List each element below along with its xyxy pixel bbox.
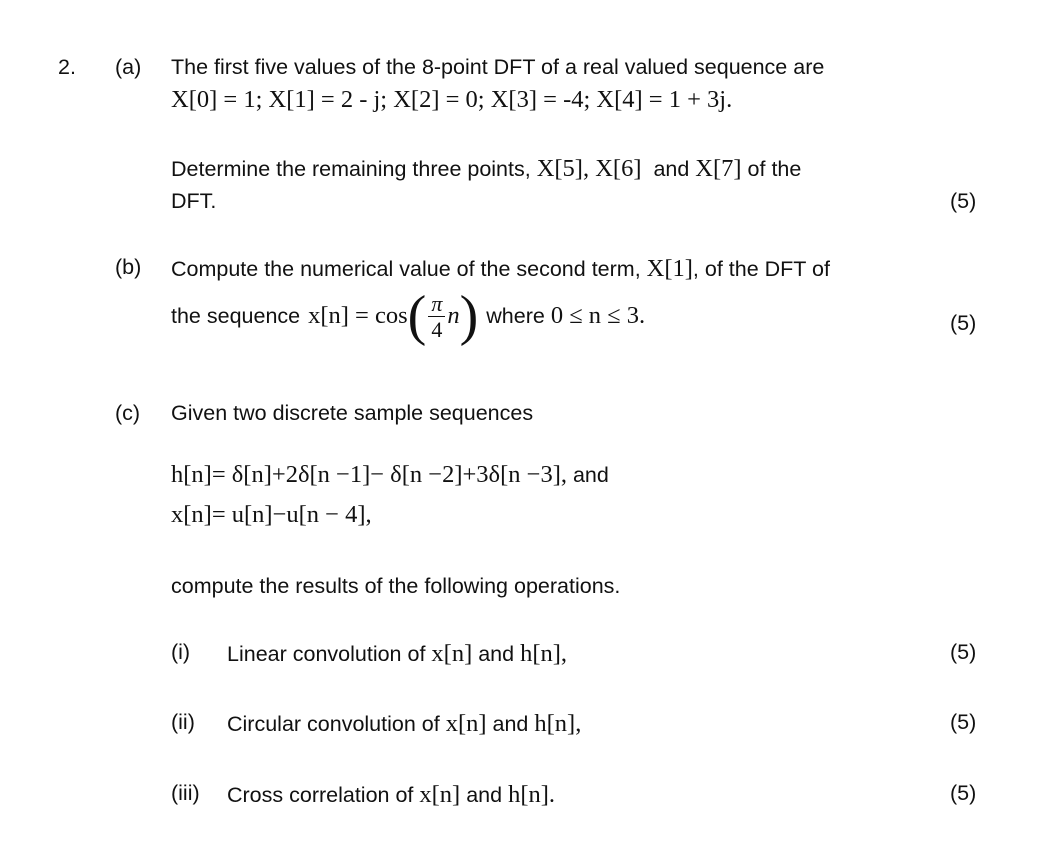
h-definition-and: and: [572, 463, 609, 487]
part-a-and: and: [653, 157, 690, 181]
x-definition: x[n]= u[n]−u[n − 4],: [171, 501, 372, 528]
part-a-task-prefix: Determine the remaining three points,: [171, 157, 531, 181]
part-b-label: (b): [115, 255, 142, 279]
h-definition: h[n]= δ[n]+2δ[n −1]− δ[n −2]+3δ[n −3],: [171, 461, 567, 488]
item-iii-label: (iii): [171, 781, 200, 805]
item-i-and: and: [478, 642, 515, 666]
part-c-label: (c): [115, 401, 141, 425]
part-c-h-line: [171, 463, 609, 488]
item-i-x: x[n]: [431, 640, 473, 667]
item-iii-h: h[n].: [508, 781, 556, 808]
item-ii-and: and: [492, 712, 529, 736]
item-ii-desc: Circular convolution of: [227, 712, 440, 736]
part-a-point-7: X[7]: [695, 155, 742, 182]
part-a-label: (a): [115, 55, 142, 79]
item-iii-marks: (5): [950, 781, 977, 805]
part-b-line2-prefix: the sequence: [171, 303, 301, 328]
item-i-marks: (5): [950, 640, 977, 664]
item-iii-and: and: [466, 783, 503, 807]
question-number: 2.: [58, 55, 76, 79]
item-i-text: [227, 642, 567, 667]
part-b-where: where: [486, 303, 545, 328]
part-a-task-line2: DFT.: [171, 189, 217, 213]
item-i-h: h[n],: [520, 640, 568, 667]
item-iii-x: x[n]: [419, 781, 461, 808]
item-iii-desc: Cross correlation of: [227, 783, 414, 807]
fraction-denominator: 4: [431, 317, 443, 343]
part-a-task-line1: [171, 157, 801, 182]
item-ii-marks: (5): [950, 710, 977, 734]
pi-over-4-fraction: [428, 292, 445, 341]
part-a-points: X[5], X[6]: [536, 155, 642, 182]
item-iii-text: [227, 783, 555, 808]
part-b-term: X[1]: [646, 255, 693, 282]
item-i-label: (i): [171, 640, 191, 664]
item-i-desc: Linear convolution of: [227, 642, 426, 666]
part-b-line2: [171, 285, 646, 348]
part-c-intro: Given two discrete sample sequences: [171, 401, 534, 425]
left-paren: (: [407, 285, 427, 348]
part-b-line1-prefix: Compute the numerical value of the second term,: [171, 257, 641, 281]
part-b-marks: (5): [950, 311, 977, 335]
part-a-values: X[0] = 1; X[1] = 2 - j; X[2] = 0; X[3] = -4; X[4] = 1 + 3j.: [171, 86, 733, 113]
item-ii-h: h[n],: [534, 710, 582, 737]
part-a-intro: The first five values of the 8-point DFT of a real valued sequence are: [171, 55, 825, 79]
part-a-marks: (5): [950, 189, 977, 213]
item-ii-x: x[n]: [445, 710, 487, 737]
part-b-line1: [171, 257, 830, 282]
frac-variable: n: [447, 302, 460, 330]
part-a-task-suffix: of the: [747, 157, 802, 181]
item-ii-text: [227, 712, 581, 737]
right-paren: ): [459, 285, 479, 348]
fraction-numerator: π: [428, 292, 445, 317]
part-b-range: 0 ≤ n ≤ 3.: [550, 302, 646, 330]
part-b-seq-lhs: x[n] = cos: [308, 302, 408, 330]
part-c-compute: compute the results of the following operations.: [171, 574, 621, 598]
part-b-line1-suffix: , of the DFT of: [692, 257, 830, 281]
item-ii-label: (ii): [171, 710, 195, 734]
